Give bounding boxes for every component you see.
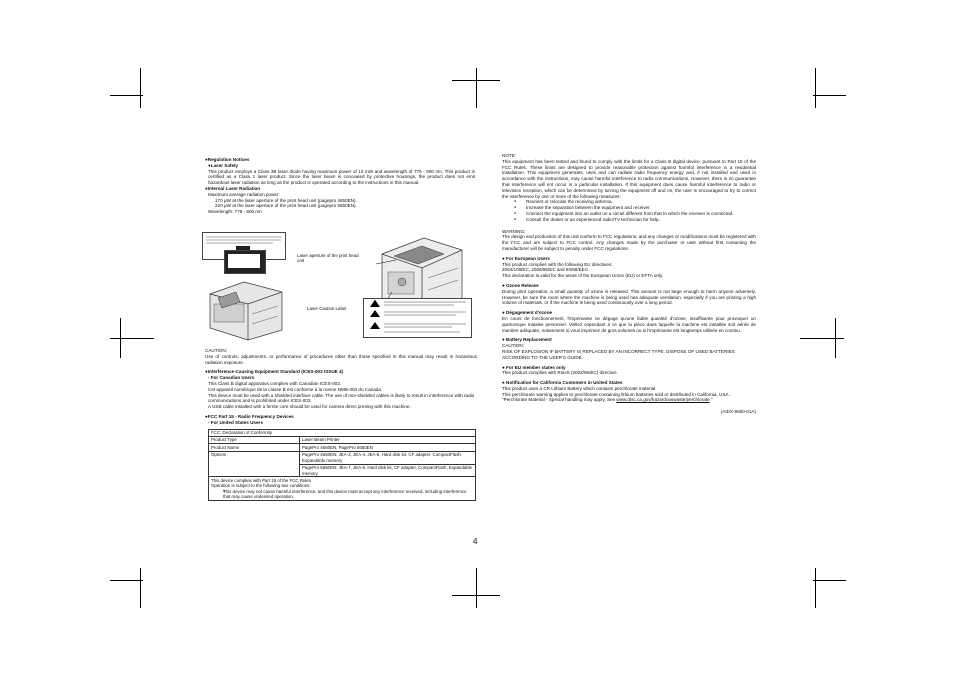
table-value: PagePro 5650EN: JEA-7, JEA-6, Hard disk kit, CF adapter, CompactFlash, Expandable memory [300,464,476,477]
warning-triangle-icon [364,299,471,337]
crop-mark [110,95,143,96]
caution-and-fcc-section [205,348,477,501]
note-title: NOTE: [502,153,517,158]
table-row [209,444,476,451]
measure-item: ● Increase the separation between the equipment and receiver. [502,205,756,211]
crop-mark [815,568,816,608]
warning-text: The design and production of this unit conform to FCC regulations, and any changes or modifications must be registered with the FCC and are subject to FCC control. Any changes made by the purchaser or user without first contacting the manufacturer will be subject to penalty under FCC regulations. [502,234,756,251]
internal-laser-title: ●Internal Laser Radiation [205,185,261,191]
page-number: 4 [473,537,478,546]
battery-title: ● Battery Replacement [502,337,552,343]
crop-mark [110,338,154,339]
fcc-declaration-table [208,429,476,501]
eu-users-line: This declaration is valid for the areas of the European Union (EU) or EFTA only. [502,273,664,279]
fcc-subtitle: - For United States Users [208,419,263,425]
fcc-note: Operation is subject to the following two conditions: [211,483,311,489]
fcc-note: This device complies with Part 15 of the FCC Rules [211,477,312,483]
regulation-heading: ●Regulation Notices [205,157,250,162]
california-text-end: ." [709,397,713,403]
crop-mark [120,318,121,358]
crop-mark [800,338,844,339]
crop-mark [140,68,141,108]
table-row [209,436,476,443]
california-line: This perchlorate warning applies to perchlorate-containing lithium batteries sold or distributed in California, USA. [502,391,730,397]
table-value: PagePro 4650EN, PagePro 5650EN [300,444,476,451]
eu-member-title: ● For EU member states only [502,364,566,370]
perchlorate-link[interactable]: www.dtsc.ca.gov/hazardouswaste/perchlorate [616,397,710,403]
crop-mark [813,95,846,96]
laser-safety-text: This product employs a Class 3B laser diode having maximum power of 10 mW and wavelength of 775 - 800 nm. This product is certified as a Class 1 laser product. Since the laser beam is concealed by protective housings, the product does not emit hazardous laser radiation as long as the product is operated according to the instructions in this manual. [208,168,475,186]
eu-users-line: This product complies with the following EU directives: [502,261,613,267]
crop-mark [815,68,816,108]
table-row [209,477,476,501]
fcc-title: ●FCC Part 15 - Radio Frequency Devices [205,413,294,419]
right-column [502,153,756,403]
table-key: Product Type [209,436,300,443]
ices-line: This device must be used with a shielded interface cable. The use of non-shielded cables is likely to result in interference with radio communications and is prohibited under ICES-003. [208,392,475,404]
california-title: ● Notification for California Customers in United States [502,380,623,386]
internal-laser-line: Wavelength: 775 - 800 nm [208,209,262,215]
battery-caution: CAUTION: [502,343,524,349]
note-text: This equipment has been tested and found to comply with the limits for a Class B digital device, pursuant to Part 15 of the FCC Rules. These limits are designed to provide reasonable protection against harmful interference in a residential installation. This equipment generates, uses and can radiate radio frequency energy and, if not installed and used in accordance with the instructions, may cause harmful interference to radio communications. However, there is no guarantee that interference will not occur in a particular installation. If this equipment does cause harmful interference to radio or television reception, which can be determined by turning the equipment off and on, the user is encouraged to try to correct the interference by one or more of the following measures: [502,158,756,199]
table-value: Laser Beam Printer [300,436,476,443]
warning-title: WARNING: [502,228,526,234]
california-line: This product uses a CR Lithium Battery which contains perchlorate material. [502,385,657,391]
internal-laser-line: Maximum average radiation power: [208,191,280,197]
crop-mark [110,580,143,581]
ices-line: This Class B digital apparatus complies with Canadian ICES-003. [208,380,342,386]
laser-safety-title: ●Laser Safety [208,162,239,168]
crop-mark [813,580,846,581]
ices-subtitle: - For Canadian Users [208,375,255,381]
crop-mark [835,318,836,358]
california-line [502,397,756,403]
caution-callout-label: Laser Caution Label [307,306,347,311]
measure-item: ● Connect the equipment into an outlet on a circuit different from that to which the receiver is connected. [502,211,756,217]
regulation-section [205,157,475,215]
measure-item: ● Consult the dealer or an experienced radio/TV technician for help. [502,217,756,223]
explanatory-label-image [224,250,266,274]
aperture-callout-label: Laser aperture of the print head unit [297,253,359,264]
table-value: PagePro 4650EN: JEA-3, JEA-4, JEA-5, Hard disk kit, CF adapter, CompactFlash, Expandable memory [300,451,476,464]
table-key: Product Name [209,444,300,451]
caution-text: Use of controls, adjustments, or performance of procedures other than those specified in this manual may result in hazardous radiation exposure. [205,353,477,365]
ices-title: ●Interference-Causing Equipment Standard (ICES-003 ISSUE 4) [205,369,344,375]
internal-laser-line: 170 µW at the laser aperture of the print head unit (pagepro 4650EN). [215,197,357,203]
battery-text: RISK OF EXPLOSION IF BATTERY IS REPLACED BY AN INCORRECT TYPE. DISPOSE OF USED BATTERIES ACCORDING TO THE USER'S GUIDE. [502,348,735,360]
california-text: "Perchlorate Material - Special handling may apply, See [502,397,617,403]
measure-item: ● Reorient or relocate the receiving antenna. [502,199,756,205]
eu-users-title: ● For European Users [502,255,550,261]
ozone-text: During print operation, a small quantity of ozone is released. This amount is not large enough to harm anyone adversely. However, be sure the room where the machine is being used has adequate ventilation, especially if you are printing a high volume of materials, or if the machine is being used continuously over a long period. [502,288,756,306]
table-key: Options [209,451,300,477]
degage-title: ● Dégagement d'ozone [502,310,553,316]
internal-laser-line: 220 µW at the laser aperture of the print head unit (pagepro 5650EN). [215,203,357,209]
document-code: (AIDX-9550-01A) [720,409,756,414]
ices-line: A USB cable installed with a ferrite core should be used for camera direct printing with this machine. [208,404,411,410]
laser-caution-label-image [363,298,472,338]
degage-text: En cours de fonctionnement, l'imprimante ne dégage qu'une faible quantité d'ozone, insuffisante pour provoquer un quelconque malaise personnel. Veillez cependant à ce que la pièce dans laquelle la machine est installée soit aérée de manière adéquate, notamment si vous imprimez de gros volumes ou si l'imprimante est longtemps utilisée en continu. [502,315,756,333]
crop-mark [476,68,477,108]
ices-line: Cet appareil numérique de la classe B est conforme à la norme NMB-003 du Canada. [208,386,383,392]
eu-users-line: 2004/108/EC, 2006/95/EC and 93/68/EEC. [502,267,590,273]
caution-title: CAUTION: [205,348,227,353]
table-row [209,451,476,464]
laser-figure [200,228,480,346]
printer-illustration-left [204,274,286,344]
ozone-title: ● Ozone Release [502,282,539,288]
crop-mark [140,568,141,608]
fcc-table-title: FCC: Declaration of Conformity [209,429,476,436]
fcc-note-bullet: ● This device may not cause harmful interference, and this device must accept any interference received, including interference that may cause undesired operation. [211,489,473,500]
crop-mark [476,568,477,608]
eu-member-text: This product complies with RoHS (2002/95/EC) directive. [502,370,618,376]
